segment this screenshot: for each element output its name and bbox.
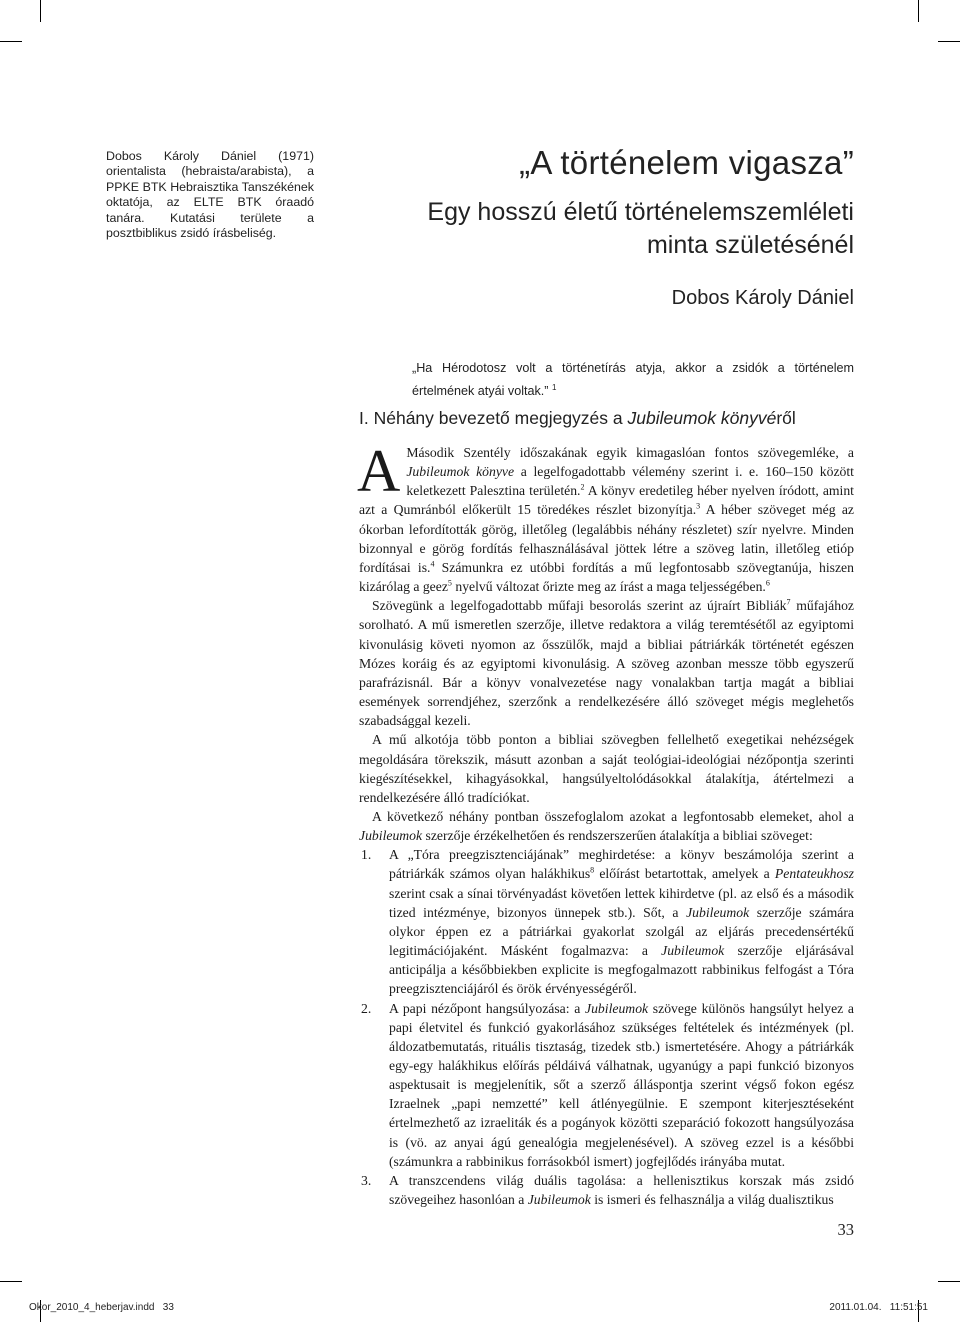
p1-text-d: A könyv eredetileg héber nyelven íródott, amint azt a Qumránból előkerült 15 töredékes részlet bizonyítja. bbox=[359, 483, 854, 518]
list-item bbox=[359, 845, 854, 998]
item3-text-a: A transzcendens világ duális tagolása: a hellenisztikus korszak más zsidó szövegeihez hasonlóan a bbox=[389, 1172, 854, 1208]
page-number: 33 bbox=[837, 1220, 854, 1239]
p1-text-c: a legelfogadottabb vélemény szerint i. e. 160–150 között keletkezett Palesztina területén. bbox=[406, 464, 854, 499]
p1-text-f: Számunkra ez utóbbi fordítás a mű legfontosabb szövegtanúja, hiszen kizárólag a geez bbox=[359, 559, 854, 595]
section-heading-italic: Jubileumok könyvé bbox=[627, 408, 777, 428]
section-heading-prefix: I. Néhány bevezető megjegyzés a bbox=[359, 408, 628, 428]
footer-filename: Okor_2010_4_heberjav.indd 33 bbox=[29, 1302, 174, 1313]
footnote-ref-3: 3 bbox=[696, 501, 701, 511]
p2-text-a: Szövegünk a legelfogadottabb műfaji besorolás szerint az újraírt Bibliák bbox=[372, 598, 787, 614]
item1-text-d: szerint csak a sínai törvényadást követően lettek kihirdetve (pl. az első és a második tized intézménye, bizonyos ünnepek stb.). Sőt, a bbox=[389, 885, 854, 920]
item1-text-f: szerzője számára olykor éppen ez a pátriárkai gyakorlat szolgál az eljárás precedensértékű legitimációjaként. Másként fogalmazva: a bbox=[389, 904, 854, 959]
paragraph-4 bbox=[359, 807, 854, 845]
item3-text-b: Jubileumok bbox=[527, 1192, 591, 1208]
numbered-list bbox=[359, 845, 854, 1209]
item1-text-c: Pentateukhosz bbox=[774, 866, 854, 882]
footnote-ref-6: 6 bbox=[765, 578, 770, 588]
section-heading bbox=[359, 405, 859, 431]
crop-mark-right-top bbox=[938, 41, 960, 42]
footnote-ref-5: 5 bbox=[447, 578, 452, 588]
list-item-number: 2. bbox=[361, 1000, 372, 1016]
p4-text-a: A következő néhány pontban összefoglalom azokat a legfontosabb elemeket, ahol a bbox=[372, 808, 854, 824]
crop-mark-top-right bbox=[918, 0, 919, 22]
article-body bbox=[357, 438, 854, 1209]
p4-text-c: szerzője érzékelhetően és rendszerszerűen átalakítja a bibliai szöveget: bbox=[422, 828, 813, 844]
article-title: „A történelem vigasza” bbox=[519, 144, 854, 181]
epigraph bbox=[412, 359, 854, 401]
item1-text-g: Jubileumok bbox=[661, 943, 725, 959]
author-bio-sidenote: Dobos Károly Dániel (1971) orientalista (hebraista/arabista), a PPKE BTK Hebraisztika Tanszékének oktatója, az ELTE BTK óraadó tanára. Kutatási területe a posztbiblikus zsidó írásbeliség. bbox=[106, 149, 314, 241]
crop-mark-right-bottom bbox=[938, 1281, 960, 1282]
crop-mark-left-bottom bbox=[0, 1281, 22, 1282]
footnote-ref-8: 8 bbox=[590, 865, 595, 875]
drop-cap: A bbox=[357, 438, 401, 504]
article-subtitle-line1: Egy hosszú életű történelemszemléleti bbox=[427, 198, 854, 226]
item3-text-c: is ismeri és felhasználja a világ dualisztikus bbox=[590, 1192, 834, 1208]
p1-text-e: A héber szöveget még az ókorban lefordították görög, illetőleg (legalábbis néhány részletet) szír nyelvre. Minden bizonnyal e görög fordítás felhasználásával jöttek létre a szöveg latin, illetőleg etióp fordításai is. bbox=[359, 502, 854, 575]
p1-text-a: Második Szentély időszakának egyik kimagaslóan fontos szövegemléke, a bbox=[406, 445, 854, 460]
list-item-number: 1. bbox=[361, 847, 372, 863]
item2-text-a: A papi nézőpont hangsúlyozása: a bbox=[389, 1000, 586, 1016]
p1-text-b: Jubileumok könyve bbox=[406, 464, 515, 480]
paragraph-2 bbox=[359, 596, 854, 730]
footer-timestamp: 2011.01.04. 11:51:51 bbox=[829, 1302, 928, 1313]
footnote-ref-4: 4 bbox=[430, 559, 435, 569]
list-item-number: 3. bbox=[361, 1172, 372, 1188]
epigraph-footnote-ref: 1 bbox=[552, 383, 557, 392]
item1-text-b: előírást betartottak, amelyek a bbox=[594, 866, 775, 882]
p1-text-g: nyelvű változat őrizte meg az írást a maga teljességében. bbox=[451, 579, 766, 595]
item1-text-h: szerzője eljárásával anticipálja a későbbiekben explicite is megfogalmazott rabbinikus felfogást a Tóra preegzisztenciájáról és örök érvényességéről. bbox=[389, 943, 854, 997]
list-item bbox=[359, 999, 854, 1171]
crop-mark-left-top bbox=[0, 41, 22, 42]
p2-text-b: műfajához sorolható. A mű ismeretlen szerzője, illetve redaktora a világ teremtésétől az egyiptomi kivonulásig követi nyomon az ősszülők, majd a bibliai pátriárkák történetét egészen Mózes koráig és az egyiptomi kivonulásig. A szöveg azonban messze több egyszerű parafrázisnál. Bár a könyv vonalvezetése nagy vonalakban tartja magát a bibliai események sorrendjéhez, szerzőnk a rendelkezésére álló szöveget mégis meglehetős szabadsággal kezeli. bbox=[359, 598, 854, 729]
epigraph-text: „Ha Hérodotosz volt a történetírás atyja, akkor a zsidók a történelem értelmének atyái voltak.” bbox=[412, 361, 854, 399]
footnote-ref-2: 2 bbox=[580, 482, 585, 492]
item1-text-e: Jubileumok bbox=[686, 904, 750, 920]
p4-text-b: Jubileumok bbox=[359, 828, 423, 844]
footnote-ref-7: 7 bbox=[786, 597, 791, 607]
crop-mark-top-left bbox=[40, 0, 41, 22]
list-item bbox=[359, 1171, 854, 1209]
article-author: Dobos Károly Dániel bbox=[671, 287, 854, 309]
item1-text-a: A „Tóra preegzisztenciájának” meghirdetése: a könyv beszámolója szerint a pátriárkák számos olyan halákhikus bbox=[389, 847, 854, 882]
section-heading-suffix: ről bbox=[776, 408, 796, 428]
paragraph-3: A mű alkotója több ponton a bibliai szövegben fellelhető exegetikai nehézségek megoldására törekszik, másutt azonban a saját teológiai-ideológiai nézőpontja szerinti kiegészítésekkel, kihagyásokkal, hangsúlyeltolódásokkal átalakítja, átértelmezi a rendelkezésére álló tradíciókat. bbox=[359, 732, 854, 805]
article-subtitle-line2: minta születésénél bbox=[646, 231, 854, 259]
item2-text-b: Jubileumok bbox=[585, 1000, 649, 1016]
item2-text-c: szövege különös hangsúlyt helyez a papi életvitel és funkció gyakorlásához szükséges feltételek és intézmények (pl. áldozatbemutatás, rituális tisztaság, tizedek stb.) ismertetésére. Ahogy a pátriárkák egy-egy halákhikus előírás példáivá válhatnak, ugyanúgy a papi funkció bizonyos aspektusait is megjelenítik, sőt a szerző álláspontja szerint végső fokon egész Izraelnek „papi nemzetté” kell átlényegülnie. E szempont kiterjesztéseként értelmezhető az izraeliták és a pogányok közötti szeparáció fokozott hangsúlyozása is (vö. az anyai ágú genealógia megjelenésével). A szöveg ezzel is a későbbi (számunkra a rabbinikus forrásokból ismert) jogfejlődés irányába mutat. bbox=[389, 1000, 854, 1169]
paragraph-1 bbox=[357, 438, 854, 596]
